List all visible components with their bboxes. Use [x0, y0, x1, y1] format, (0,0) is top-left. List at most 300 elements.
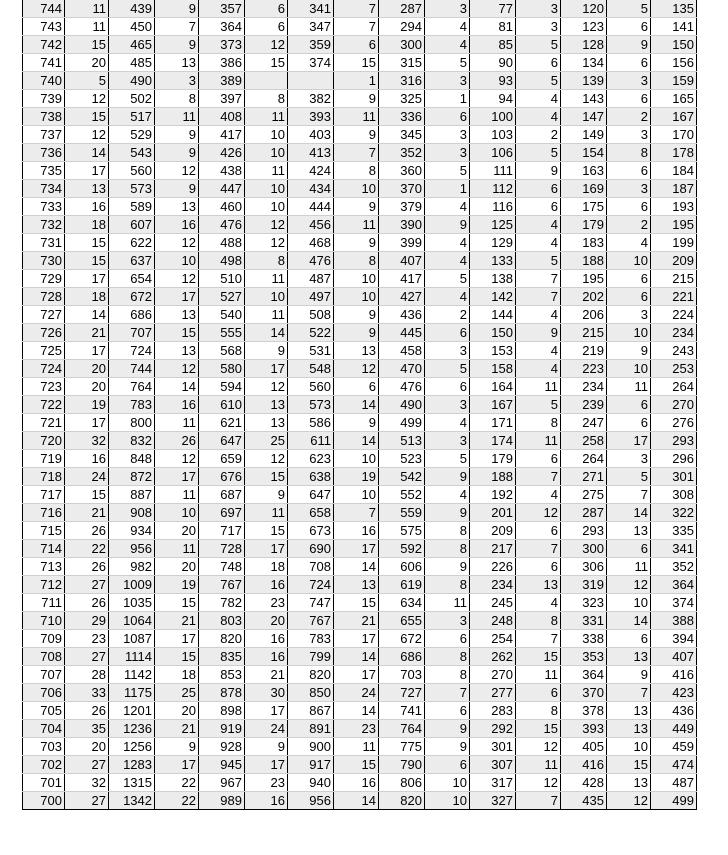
score-cell: 718: [23, 468, 65, 486]
table-cell: 1: [334, 72, 379, 90]
table-cell: 293: [651, 432, 697, 450]
table-cell: 592: [379, 540, 425, 558]
table-cell: 7: [516, 792, 561, 810]
table-cell: 673: [288, 522, 334, 540]
table-cell: 201: [470, 504, 516, 522]
table-cell: 717: [199, 522, 245, 540]
table-cell: 1: [425, 90, 470, 108]
table-cell: 9: [155, 36, 199, 54]
table-cell: 502: [109, 90, 155, 108]
table-cell: 560: [288, 378, 334, 396]
table-cell: 21: [155, 612, 199, 630]
table-cell: 1009: [109, 576, 155, 594]
table-cell: 16: [245, 648, 288, 666]
table-cell: 6: [516, 180, 561, 198]
table-cell: 634: [379, 594, 425, 612]
table-cell: 331: [561, 612, 607, 630]
table-cell: 364: [561, 666, 607, 684]
table-cell: [245, 72, 288, 90]
table-cell: 607: [109, 216, 155, 234]
score-cell: 712: [23, 576, 65, 594]
table-cell: 703: [379, 666, 425, 684]
score-cell: 728: [23, 288, 65, 306]
table-cell: 4: [516, 486, 561, 504]
table-cell: 934: [109, 522, 155, 540]
table-cell: 18: [245, 558, 288, 576]
table-cell: 11: [245, 108, 288, 126]
table-row: [23, 90, 697, 108]
score-cell: 735: [23, 162, 65, 180]
table-cell: 133: [470, 252, 516, 270]
table-cell: 4: [425, 18, 470, 36]
table-cell: 12: [155, 162, 199, 180]
table-row: [23, 792, 697, 810]
table-cell: 379: [379, 198, 425, 216]
table-cell: 476: [199, 216, 245, 234]
table-cell: 17: [334, 540, 379, 558]
table-row: [23, 108, 697, 126]
table-row: [23, 270, 697, 288]
table-cell: 277: [470, 684, 516, 702]
table-cell: 908: [109, 504, 155, 522]
table-cell: 568: [199, 342, 245, 360]
score-cell: 742: [23, 36, 65, 54]
table-cell: 589: [109, 198, 155, 216]
table-row: [23, 162, 697, 180]
table-cell: 163: [561, 162, 607, 180]
table-cell: 7: [516, 270, 561, 288]
table-cell: 6: [334, 36, 379, 54]
table-cell: 33: [65, 684, 109, 702]
table-cell: 575: [379, 522, 425, 540]
table-cell: 9: [245, 486, 288, 504]
table-cell: 17: [334, 630, 379, 648]
table-cell: 23: [65, 630, 109, 648]
table-cell: 341: [651, 540, 697, 558]
table-cell: 6: [245, 0, 288, 18]
table-cell: 403: [288, 126, 334, 144]
table-cell: 3: [607, 180, 651, 198]
table-cell: 3: [607, 450, 651, 468]
score-cell: 704: [23, 720, 65, 738]
table-cell: 5: [516, 72, 561, 90]
table-cell: 245: [470, 594, 516, 612]
table-cell: 7: [607, 684, 651, 702]
table-row: [23, 18, 697, 36]
table-cell: 542: [379, 468, 425, 486]
table-cell: 352: [651, 558, 697, 576]
table-cell: 135: [651, 0, 697, 18]
table-cell: 18: [155, 666, 199, 684]
table-cell: 4: [516, 342, 561, 360]
table-cell: 158: [470, 360, 516, 378]
table-cell: 4: [425, 234, 470, 252]
table-cell: 3: [425, 396, 470, 414]
table-cell: 690: [288, 540, 334, 558]
table-cell: 407: [379, 252, 425, 270]
table-cell: 262: [470, 648, 516, 666]
table-cell: 6: [334, 378, 379, 396]
table-cell: 397: [199, 90, 245, 108]
table-cell: 14: [155, 378, 199, 396]
table-cell: 15: [65, 108, 109, 126]
table-cell: 393: [561, 720, 607, 738]
table-cell: 306: [561, 558, 607, 576]
table-cell: 555: [199, 324, 245, 342]
table-cell: 9: [334, 234, 379, 252]
table-cell: 621: [199, 414, 245, 432]
table-cell: 11: [516, 666, 561, 684]
table-cell: 193: [651, 198, 697, 216]
table-cell: 16: [245, 576, 288, 594]
table-cell: 341: [288, 0, 334, 18]
table-cell: 215: [561, 324, 607, 342]
table-cell: 6: [607, 288, 651, 306]
table-cell: 9: [425, 216, 470, 234]
table-cell: 6: [516, 198, 561, 216]
table-cell: 1236: [109, 720, 155, 738]
table-cell: 14: [334, 648, 379, 666]
table-cell: 10: [425, 792, 470, 810]
table-cell: 174: [470, 432, 516, 450]
table-cell: 529: [109, 126, 155, 144]
table-cell: 9: [425, 720, 470, 738]
table-cell: 741: [379, 702, 425, 720]
table-cell: 543: [109, 144, 155, 162]
table-cell: 417: [379, 270, 425, 288]
table-cell: 8: [245, 252, 288, 270]
table-cell: 11: [245, 504, 288, 522]
table-cell: 594: [199, 378, 245, 396]
table-cell: 8: [516, 414, 561, 432]
score-cell: 727: [23, 306, 65, 324]
table-cell: 764: [109, 378, 155, 396]
table-cell: 436: [379, 306, 425, 324]
table-cell: 517: [109, 108, 155, 126]
table-cell: 476: [379, 378, 425, 396]
table-cell: 5: [425, 450, 470, 468]
table-cell: 919: [199, 720, 245, 738]
table-row: [23, 720, 697, 738]
score-cell: 706: [23, 684, 65, 702]
table-cell: 5: [516, 396, 561, 414]
table-cell: 323: [561, 594, 607, 612]
table-cell: 307: [470, 756, 516, 774]
table-cell: 347: [288, 18, 334, 36]
table-cell: 32: [65, 774, 109, 792]
score-cell: 710: [23, 612, 65, 630]
table-cell: 8: [245, 90, 288, 108]
table-cell: 373: [199, 36, 245, 54]
table-cell: 764: [379, 720, 425, 738]
table-cell: 22: [65, 540, 109, 558]
table-cell: 405: [561, 738, 607, 756]
table-cell: 15: [516, 720, 561, 738]
score-cell: 717: [23, 486, 65, 504]
table-cell: 10: [334, 450, 379, 468]
table-cell: 8: [425, 540, 470, 558]
table-row: [23, 72, 697, 90]
table-cell: 301: [651, 468, 697, 486]
table-cell: 14: [334, 396, 379, 414]
table-cell: 560: [109, 162, 155, 180]
table-cell: 540: [199, 306, 245, 324]
table-cell: 6: [607, 630, 651, 648]
table-cell: 686: [109, 306, 155, 324]
table-cell: 178: [651, 144, 697, 162]
table-cell: 6: [245, 18, 288, 36]
table-cell: 6: [607, 90, 651, 108]
table-cell: 3: [607, 306, 651, 324]
table-cell: 4: [516, 360, 561, 378]
table-cell: 11: [65, 18, 109, 36]
table-cell: 928: [199, 738, 245, 756]
table-cell: 253: [651, 360, 697, 378]
table-cell: 450: [109, 18, 155, 36]
table-cell: 9: [155, 738, 199, 756]
table-row: [23, 234, 697, 252]
table-cell: 900: [288, 738, 334, 756]
table-cell: 13: [607, 702, 651, 720]
table-cell: 388: [651, 612, 697, 630]
table-cell: 637: [109, 252, 155, 270]
table-cell: 487: [651, 774, 697, 792]
table-row: [23, 522, 697, 540]
table-cell: 10: [607, 360, 651, 378]
table-cell: 17: [155, 288, 199, 306]
table-cell: 296: [651, 450, 697, 468]
table-cell: 21: [155, 720, 199, 738]
table-cell: 800: [109, 414, 155, 432]
table-row: [23, 468, 697, 486]
table-row: [23, 684, 697, 702]
table-cell: 394: [651, 630, 697, 648]
table-cell: 234: [651, 324, 697, 342]
table-cell: 5: [65, 72, 109, 90]
table-cell: 12: [65, 90, 109, 108]
table-cell: 153: [470, 342, 516, 360]
table-cell: 199: [651, 234, 697, 252]
table-cell: 20: [65, 378, 109, 396]
table-cell: 7: [425, 684, 470, 702]
table-cell: 13: [155, 198, 199, 216]
table-cell: 224: [651, 306, 697, 324]
table-cell: 170: [651, 126, 697, 144]
score-cell: 724: [23, 360, 65, 378]
table-cell: 4: [425, 288, 470, 306]
table-cell: 426: [199, 144, 245, 162]
table-row: [23, 288, 697, 306]
score-cell: 734: [23, 180, 65, 198]
table-cell: 658: [288, 504, 334, 522]
table-cell: 20: [155, 558, 199, 576]
table-body: [23, 0, 697, 810]
table-cell: 14: [607, 504, 651, 522]
table-cell: 325: [379, 90, 425, 108]
table-cell: 234: [470, 576, 516, 594]
table-cell: 982: [109, 558, 155, 576]
table-cell: 803: [199, 612, 245, 630]
table-cell: 898: [199, 702, 245, 720]
table-cell: 15: [65, 234, 109, 252]
table-cell: 8: [425, 648, 470, 666]
table-cell: 9: [334, 198, 379, 216]
table-cell: 559: [379, 504, 425, 522]
table-cell: 13: [607, 522, 651, 540]
table-cell: 184: [651, 162, 697, 180]
table-cell: 183: [561, 234, 607, 252]
table-cell: 17: [245, 702, 288, 720]
table-row: [23, 414, 697, 432]
table-cell: 967: [199, 774, 245, 792]
table-cell: 195: [561, 270, 607, 288]
table-cell: 806: [379, 774, 425, 792]
table-cell: 672: [109, 288, 155, 306]
table-cell: 12: [245, 234, 288, 252]
table-cell: 12: [155, 270, 199, 288]
table-cell: 6: [516, 684, 561, 702]
table-cell: 413: [288, 144, 334, 162]
table-cell: 622: [109, 234, 155, 252]
table-cell: 26: [65, 558, 109, 576]
table-cell: 17: [155, 630, 199, 648]
table-cell: 476: [288, 252, 334, 270]
table-cell: 35: [65, 720, 109, 738]
table-cell: 728: [199, 540, 245, 558]
table-cell: 3: [425, 612, 470, 630]
table-cell: 724: [109, 342, 155, 360]
table-cell: 474: [651, 756, 697, 774]
table-cell: 247: [561, 414, 607, 432]
table-cell: 423: [651, 684, 697, 702]
table-cell: 25: [245, 432, 288, 450]
table-cell: 611: [288, 432, 334, 450]
table-cell: 20: [65, 360, 109, 378]
table-cell: 10: [245, 126, 288, 144]
table-cell: 940: [288, 774, 334, 792]
table-cell: 120: [561, 0, 607, 18]
table-cell: 171: [470, 414, 516, 432]
table-cell: 13: [65, 180, 109, 198]
table-cell: 9: [334, 306, 379, 324]
table-cell: 424: [288, 162, 334, 180]
table-cell: 610: [199, 396, 245, 414]
table-cell: 9: [607, 342, 651, 360]
table-cell: 209: [651, 252, 697, 270]
table-cell: 2: [607, 216, 651, 234]
table-cell: 10: [245, 144, 288, 162]
score-cell: 741: [23, 54, 65, 72]
table-cell: 15: [155, 324, 199, 342]
table-cell: 11: [607, 378, 651, 396]
table-cell: 8: [425, 576, 470, 594]
table-cell: 573: [288, 396, 334, 414]
table-cell: 3: [155, 72, 199, 90]
table-cell: 10: [607, 324, 651, 342]
score-cell: 703: [23, 738, 65, 756]
score-cell: 709: [23, 630, 65, 648]
table-cell: 11: [334, 216, 379, 234]
table-cell: 872: [109, 468, 155, 486]
table-cell: 7: [334, 504, 379, 522]
table-cell: 548: [288, 360, 334, 378]
table-cell: 103: [470, 126, 516, 144]
table-cell: 4: [516, 108, 561, 126]
table-row: [23, 216, 697, 234]
table-cell: 7: [155, 18, 199, 36]
table-cell: 192: [470, 486, 516, 504]
table-cell: 270: [470, 666, 516, 684]
table-cell: 9: [334, 90, 379, 108]
table-cell: 352: [379, 144, 425, 162]
table-cell: 294: [379, 18, 425, 36]
score-cell: 729: [23, 270, 65, 288]
table-cell: 149: [561, 126, 607, 144]
table-cell: 16: [334, 522, 379, 540]
table-cell: 22: [155, 792, 199, 810]
score-distribution-table: [22, 0, 697, 810]
table-row: [23, 144, 697, 162]
table-row: [23, 756, 697, 774]
table-cell: 4: [516, 216, 561, 234]
table-cell: 14: [334, 432, 379, 450]
table-cell: 116: [470, 198, 516, 216]
table-cell: 408: [199, 108, 245, 126]
table-cell: 4: [516, 594, 561, 612]
score-cell: 715: [23, 522, 65, 540]
table-cell: 459: [651, 738, 697, 756]
table-cell: 3: [516, 0, 561, 18]
table-row: [23, 36, 697, 54]
table-cell: 16: [155, 396, 199, 414]
table-row: [23, 558, 697, 576]
score-cell: 719: [23, 450, 65, 468]
table-cell: 435: [561, 792, 607, 810]
table-cell: 835: [199, 648, 245, 666]
table-cell: 9: [245, 342, 288, 360]
table-cell: 14: [334, 792, 379, 810]
table-cell: 10: [245, 288, 288, 306]
table-cell: 125: [470, 216, 516, 234]
table-cell: 465: [109, 36, 155, 54]
table-cell: 21: [245, 666, 288, 684]
table-cell: 12: [155, 234, 199, 252]
table-cell: 215: [651, 270, 697, 288]
table-cell: 573: [109, 180, 155, 198]
table-cell: 18: [65, 216, 109, 234]
table-cell: 14: [334, 558, 379, 576]
table-cell: 4: [516, 90, 561, 108]
table-cell: 386: [199, 54, 245, 72]
table-row: [23, 486, 697, 504]
table-cell: 727: [379, 684, 425, 702]
table-cell: 9: [607, 36, 651, 54]
table-cell: 5: [607, 468, 651, 486]
score-cell: 707: [23, 666, 65, 684]
table-row: [23, 702, 697, 720]
table-cell: 26: [65, 594, 109, 612]
table-cell: 28: [65, 666, 109, 684]
table-cell: 9: [334, 414, 379, 432]
table-cell: 655: [379, 612, 425, 630]
table-cell: 20: [155, 522, 199, 540]
table-cell: 1256: [109, 738, 155, 756]
table-cell: 317: [470, 774, 516, 792]
table-row: [23, 342, 697, 360]
table-cell: 9: [155, 180, 199, 198]
table-cell: 676: [199, 468, 245, 486]
table-cell: 891: [288, 720, 334, 738]
